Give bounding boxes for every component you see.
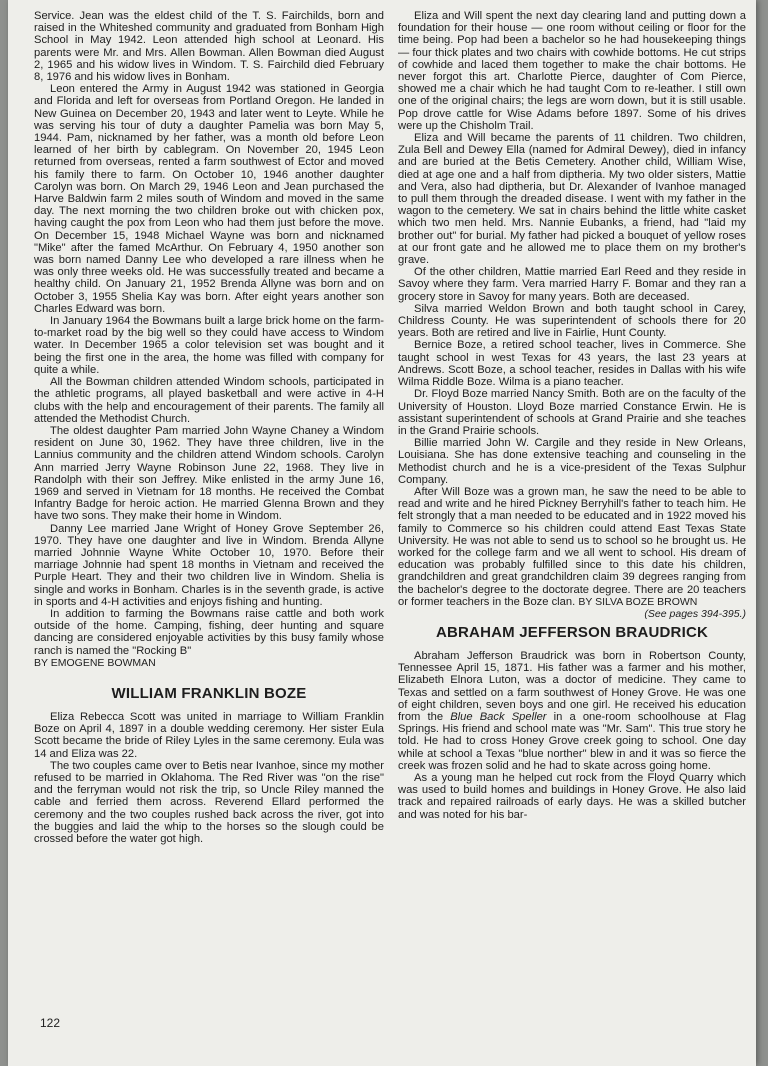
- paragraph: Service. Jean was the eldest child of the T. S. Fairchilds, born and raised in the Whiteshed community and graduated from Bonham High School in May 1942. Leon attended high school at Leonard. His parents were Mr. and Mrs. Allen Bowman. Allen Bowman died August 2, 1965 and his widow lives in Windom. T. S. Fairchild died February 8, 1976 and his widow lives in Bonham.: [34, 10, 384, 84]
- cross-reference: (See pages 394-395.): [644, 607, 746, 620]
- page-number: 122: [40, 1016, 61, 1030]
- paragraph: Silva married Weldon Brown and both taught school in Carey, Childress County. He was superintendent of schools there for 20 years. Both are retired and live in Fairlie, Hunt County.: [398, 302, 746, 340]
- paragraph-text: in a one-room schoolhouse at Flag Springs. His friend and school mate was "Mr. Sam". This true story he told. He had to cross Honey Grove creek going to school. One day while at school a Texas "blue norther" blew in and it was so fierce the creek was frozen solid and he had to skate across going home.: [398, 710, 746, 772]
- paragraph: The oldest daughter Pam married John Wayne Chaney a Windom resident on June 30, 1962. They have three children, live in the Lannius community and the children attend Windom schools. Carolyn Ann married Jerry Wayne Robinson June 22, 1968. They live in Randolph with their son Jeffrey. Mike enlisted in the army June 16, 1969 and served in Vietnam for 18 months. He received the Combat Infantry Badge for heroic action. He married Glenna Brown and they have two sons. They make their home in Windom.: [34, 424, 384, 523]
- paragraph: Eliza and Will spent the next day clearing land and putting down a foundation for their house — one room without ceiling or floor for the time being. Pop had been a bachelor so he had housekeeping things — four thick plates and two chairs with cowhide bottoms. He cut strips of cowhide and laced them together to make the chair bottoms. He never forgot this art. Charlotte Pierce, daughter of Com Pierce, showed me a chair which he had taught Com to re-leather. I still own one of the original chairs; the legs are worn down, but it is still usable. Pop drove cattle for Wise Adams before 1897. Some of his drives were up the Chisholm Trail.: [398, 10, 746, 132]
- paragraph: Dr. Floyd Boze married Nancy Smith. Both are on the faculty of the University of Houston. Lloyd Boze married Constance Erwin. He is assistant superintendent of schools at Grand Prairie and she teaches in the Grand Prairie schools.: [398, 388, 746, 437]
- byline: BY SILVA BOZE BROWN: [578, 595, 698, 608]
- paragraph: [398, 485, 746, 620]
- book-title: Blue Back Speller: [450, 710, 547, 723]
- paragraph: Billie married John W. Cargile and they reside in New Orleans, Louisiana. She has done extensive teaching and counseling in the Methodist church and he is a vice-president of the Texas Sulphur Company.: [398, 437, 746, 486]
- paragraph-text: Abraham Jefferson Braudrick was born in Robertson County, Tennessee April 15, 1871. His father was a farmer and his mother, Elizabeth Elnora Luton, was a doctor of medicine. They came to Texas and settled on a farm southwest of Honey Grove. He was one of eight children, seven boys and one girl. He received his education from the: [398, 649, 746, 723]
- paragraph: In addition to farming the Bowmans raise cattle and both work outside of the home. Camping, fishing, deer hunting and square dancing are considered enjoyable activities by this busy family whose ranch is named the "Rocking B": [34, 607, 384, 657]
- paragraph: Of the other children, Mattie married Earl Reed and they reside in Savoy where they farm. Vera married Harry F. Bomar and they ran a grocery store in Savoy for many years. Both are deceased.: [398, 266, 746, 303]
- left-column: [34, 10, 384, 845]
- paragraph: Eliza Rebecca Scott was united in marriage to William Franklin Boze on April 4, 1897 in a double wedding ceremony. Her sister Eula Scott became the bride of Riley Lyles in the same ceremony. Eula was 14 and Eliza was 22.: [34, 710, 384, 760]
- right-column: [398, 10, 746, 821]
- paragraph: Danny Lee married Jane Wright of Honey Grove September 26, 1970. They have one daughter and live in Windom. Brenda Allyne married Johnnie Wayne White October 10, 1970. Before their marriage Johnnie had spent 18 months in Vietnam and received the Purple Heart. They and their two children live in Windom. Shelia is single and works in Bonham. Charles is in the seventh grade, is active in sports and 4-H activities and enjoys fishing and hunting.: [34, 522, 384, 608]
- byline: BY EMOGENE BOWMAN: [34, 656, 156, 669]
- paragraph: Bernice Boze, a retired school teacher, lives in Commerce. She taught school in west Texas for 43 years, the last 23 years at Andrews. Scott Boze, a school teacher, resides in Dallas with his wife Wilma Riddle Boze. Wilma is a piano teacher.: [398, 339, 746, 389]
- paragraph: All the Bowman children attended Windom schools, participated in the athletic programs, all played basketball and were active in 4-H clubs with the help and encouragement of their parents. The family all attended the Methodist Church.: [34, 376, 384, 425]
- document-page: [8, 0, 756, 1066]
- section-title: WILLIAM FRANKLIN BOZE: [111, 684, 307, 702]
- paragraph: The two couples came over to Betis near Ivanhoe, since my mother refused to be married in Oklahoma. The Red River was "on the rise" and the ferryman would not risk the trip, so Uncle Riley manned the cable and ferried them across. Reverend Ellard performed the ceremony and the two couples rushed back across the river, got into the buggies and laid the whip to the horses so the slough could be crossed before the water got high.: [34, 759, 384, 845]
- paragraph: [398, 650, 746, 772]
- paragraph-text: After Will Boze was a grown man, he saw the need to be able to read and write and he hired Pickney Berryhill's father to teach him. He felt strongly that a man needed to be educated and in 1922 moved his family to Commerce so his children could attend East Texas State University. He was not able to send us to school so he brought us. He worked for the college farm and we all went to school. His dream of education was probably fulfilled since to this date his children, grandchildren and great grandchildren claim 39 degrees ranging from the bachelor's degree to the doctorate degree. There are 20 teachers or former teachers in the Boze clan.: [398, 485, 746, 608]
- section-title: ABRAHAM JEFFERSON BRAUDRICK: [435, 623, 709, 641]
- paragraph: As a young man he helped cut rock from the Floyd Quarry which was used to build homes and buildings in Honey Grove. He also laid track and repaired railroads of early days. He was a skilled butcher and was noted for his bar-: [398, 771, 746, 821]
- paragraph: Leon entered the Army in August 1942 was stationed in Georgia and Florida and left for overseas from Portland Oregon. He landed in New Guinea on December 20, 1943 and later went to Leyte. While he was serving his tour of duty a daughter Pamelia was born May 5, 1944. Pam, nicknamed by her father, was a month old before Leon learned of her birth by cablegram. On November 20, 1945 Leon returned from overseas, rented a farm southwest of Ector and moved his family there to farm. On October 10, 1946 another daughter Carolyn was born. On March 29, 1946 Leon and Jean purchased the Harve Baldwin farm 2 miles south of Windom and moved in the same day. The next morning the two children broke out with chicken pox, having caught the pox from Leon who had them just before the move. On December 15, 1948 Michael Wayne was born and nicknamed "Mike" after the famed McArthur. On February 4, 1950 another son was born named Danny Lee who developed a rare illness when he was only three weeks old. He was successfully treated and became a healthy child. On January 21, 1952 Brenda Allyne was born and on October 3, 1955 Shelia Kay was born. After eight years another son Charles Edward was born.: [34, 83, 384, 315]
- paragraph: In January 1964 the Bowmans built a large brick home on the farm-to-market road by the big well so they could have access to Windom water. In December 1965 a color television set was bought and it being the first one in the area, the home was filled with company for quite a while.: [34, 315, 384, 376]
- paragraph: Eliza and Will became the parents of 11 children. Two children, Zula Bell and Dewey Ella (named for Admiral Dewey), died in infancy and are buried at the Betis Cemetery. Another child, William Wise, died at age one and a half from diptheria. My two older sisters, Mattie and Vera, also had diptheria, but Dr. Alexander of Ivanhoe managed to pull them through the dreaded disease. I went with my father in the wagon to the cemetery. We sat in chairs behind the little white casket which two men held. Mrs. Nannie Eubanks, a friend, had "laid my brother out" for burial. My father had picked a bouquet of yellow roses at our front gate and he allowed me to place them on my brother's grave.: [398, 132, 746, 267]
